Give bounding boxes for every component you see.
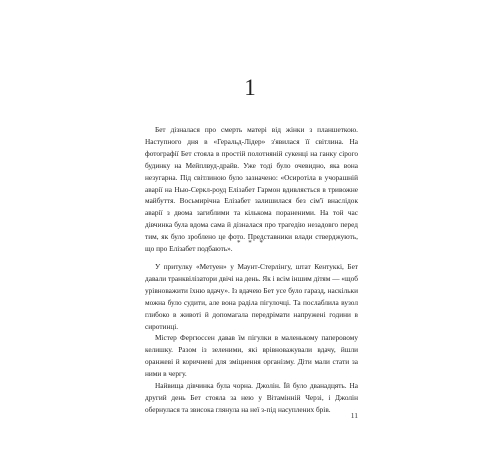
- paragraph: Найвища дівчинка була чорна. Джолін. Їй було дванадцять. На другий день Бет стояла за нею у Вітамінній Черзі, і Джолін обернулася та звисока глянула на неї з-під насуплених брів.: [145, 381, 358, 414]
- section-separator: * * *: [237, 239, 266, 247]
- text-block-2: [145, 261, 358, 416]
- page-number: 11: [350, 411, 358, 420]
- paragraph: У притулку «Метуен» у Маунт-Стерлінгу, штат Кентуккі, Бет давали транквілізатори двічі на день. Як і всім іншим дітям — «щоб урівноважити їхню вдачу». Із вдачею Бет усе було гаразд, наскільки можна було судити, але вона раділа пігулочці. Та послаблила вузол глибоко в животі й допомагала передрімати напружені години в сиротинці.: [145, 262, 358, 331]
- chapter-number: 1: [244, 75, 256, 100]
- text-block-1: [145, 124, 358, 255]
- paragraph: Містер Фергюссен давав їм пігулки в маленькому паперовому келишку. Разом із зеленими, які врівноважували вдачу, йшли оранжеві й коричневі для зміцнення організму. Діти мали стати за ними в чергу.: [145, 333, 358, 379]
- paragraph: Бет дізналася про смерть матері від жінки з планшеткою. Наступного дня в «Геральд-Лідер» з'явилася її світлина. На фотографії Бет стояла в простій полотняній сукенці на ганку сірого будинку на Мейплвуд-драйв. Уже тоді було очевидно, яка вона незугарна. Під світлиною було зазначено: «Осиротіла в учорашній аварії на Нью-Серкл-роуд Елізабет Гармон вдивляється в тривожне майбуття. Восьмирічна Елізабет залишилася без сім'ї внаслідок аварії з двома загиблими та кількома пораненими. На той час дівчинка була вдома сама й дізналася про трагедію незадовго перед тим, як було зроблено це фото. Представники влади стверджують, що про Елізабет подбають».: [145, 125, 358, 254]
